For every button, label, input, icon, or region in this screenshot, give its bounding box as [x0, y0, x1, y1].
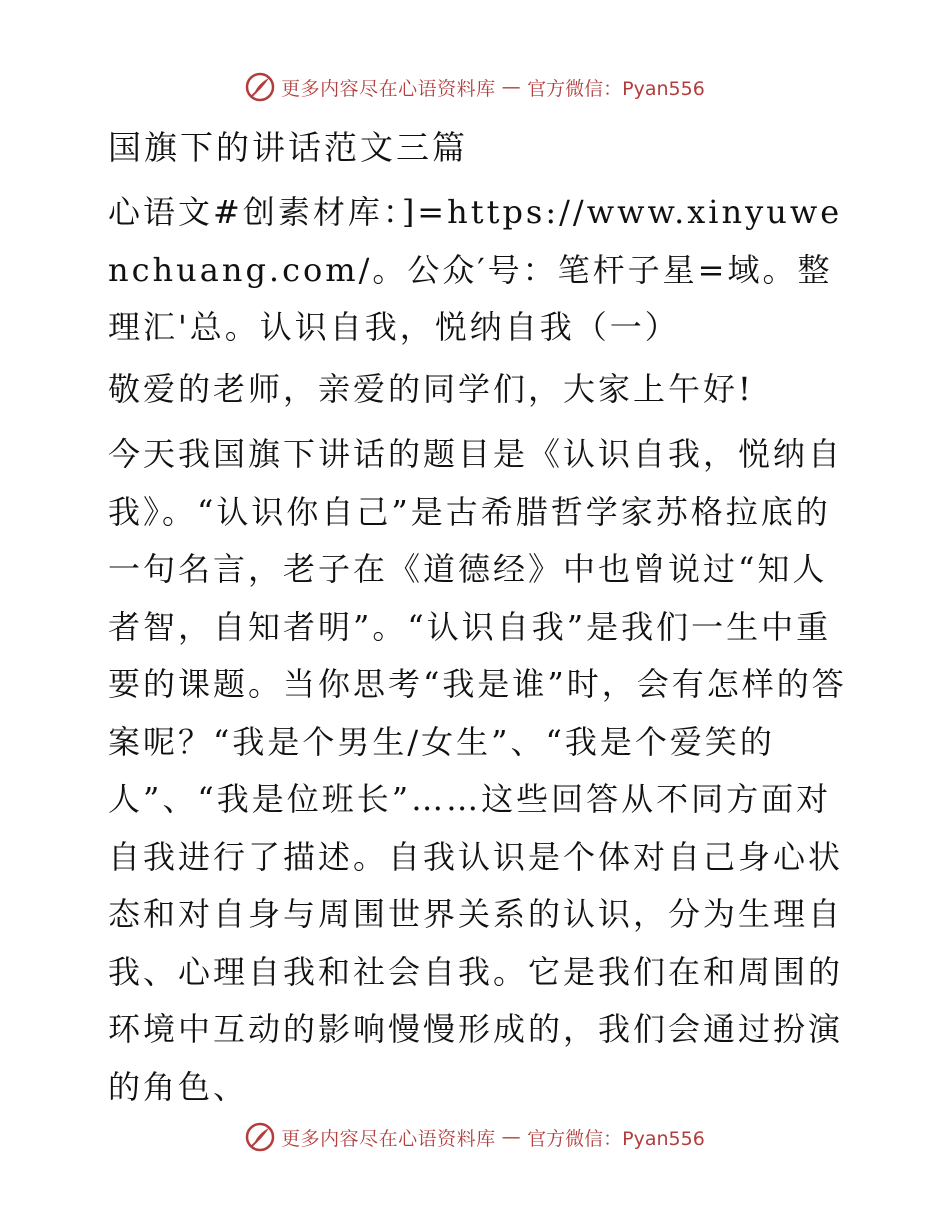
speech-body-paragraph: 今天我国旗下讲话的题目是《认识自我，悦纳自我》。“认识你自己”是古希腊哲学家苏格拉底的一句名言，老子在《道德经》中也曾说过“知人者智，自知者明”。“认识自我”是我们一生中重要的课题。当你思考“我是谁”时，会有怎样的答案呢？“我是个男生/女生”、“我是个爱笑的人”、“我是位班长”……这些回答从不同方面对自我进行了描述。自我认识是个体对自己身心状态和对自身与周围世界关系的认识，分为生理自我、心理自我和社会自我。它是我们在和周围的环境中互动的影响慢慢形成的，我们会通过扮演的角色、 [108, 435, 847, 1106]
intro-paragraph: 心语文#创素材库：]=https://www.xinyuwenchuang.com/。公众′号：笔杆子星=域。整理汇'总。认识自我，悦纳自我（一） [108, 193, 843, 346]
greeting-paragraph: 敬爱的老师，亲爱的同学们，大家上午好! [108, 369, 754, 408]
document-title: 国旗下的讲话范文三篇 [108, 128, 468, 167]
promo-text: 更多内容尽在心语资料库 [281, 1127, 496, 1150]
promo-text: 更多内容尽在心语资料库 [281, 77, 496, 100]
wechat-contact: 官方微信：Pyan556 [527, 1127, 705, 1150]
promo-dash: — [501, 76, 522, 98]
promo-dash: — [501, 1126, 522, 1148]
footer-banner [0, 1122, 950, 1152]
feather-quill-logo-icon [245, 72, 275, 102]
document-body [98, 122, 850, 1116]
header-banner [0, 72, 950, 102]
feather-quill-logo-icon [245, 1122, 275, 1152]
wechat-contact: 官方微信：Pyan556 [527, 77, 705, 100]
